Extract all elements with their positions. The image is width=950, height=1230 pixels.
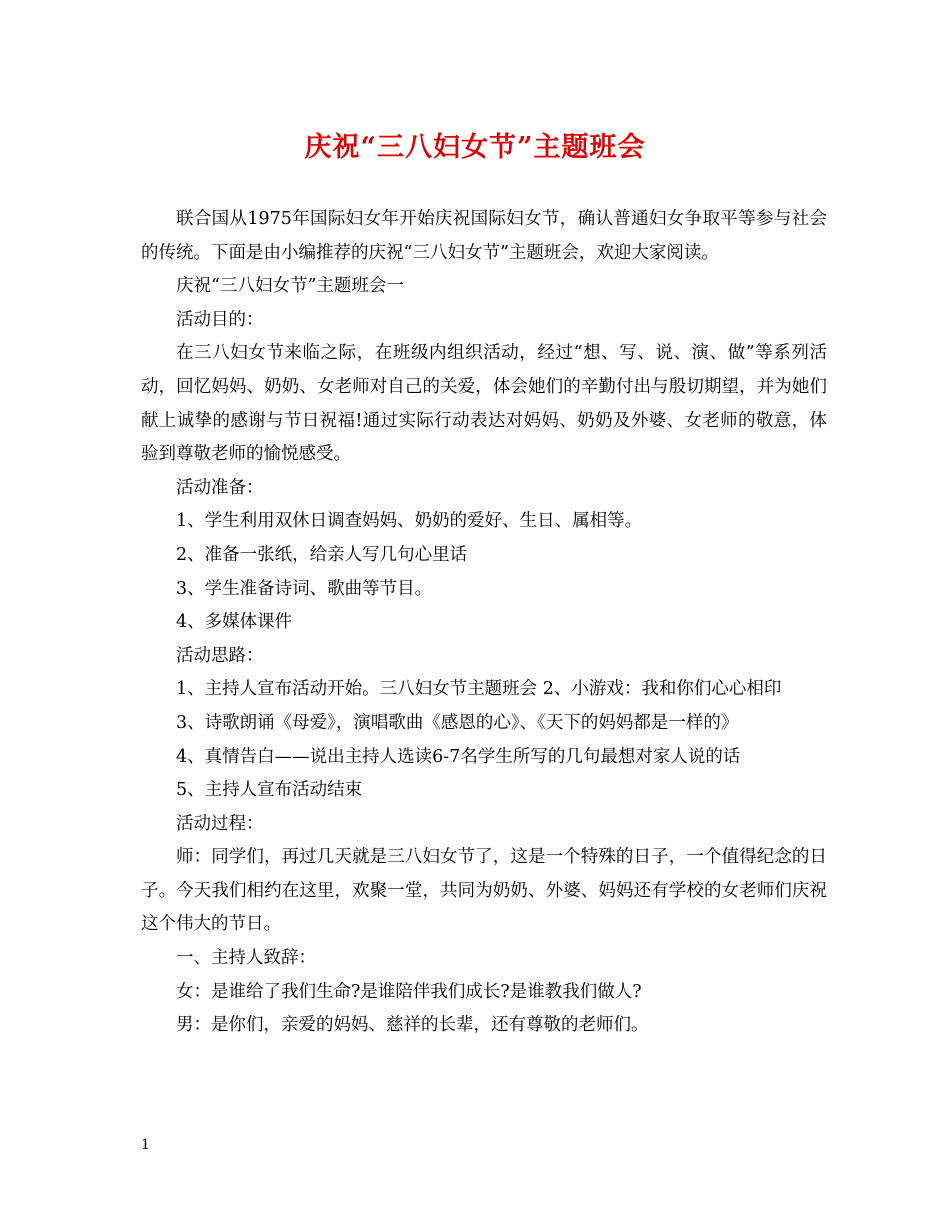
paragraph-idea-item-3: 3、诗歌朗诵《母爱》，演唱歌曲《感恩的心》、《天下的妈妈都是一样的》 xyxy=(176,712,739,733)
paragraph-idea-heading: 活动思路： xyxy=(176,645,264,666)
document-body xyxy=(141,203,827,1043)
paragraph-process-heading: 活动过程： xyxy=(176,813,264,834)
paragraph-male-host: 男：是你们，亲爱的妈妈、慈祥的长辈，还有尊敬的老师们。 xyxy=(176,1015,649,1036)
paragraph-idea-item-1: 1、主持人宣布活动开始。三八妇女节主题班会 2、小游戏：我和你们心心相印 xyxy=(176,679,782,700)
paragraph-teacher-speech: 师：同学们，再过几天就是三八妇女节了，这是一个特殊的日子，一个值得纪念的日子。今天我们相约在这里，欢聚一堂，共同为奶奶、外婆、妈妈还有学校的女老师们庆祝这个伟大的节日。 xyxy=(141,847,827,935)
paragraph-goal-heading: 活动目的： xyxy=(176,309,264,330)
paragraph-prep-item-1: 1、学生利用双休日调查妈妈、奶奶的爱好、生日、属相等。 xyxy=(176,511,643,532)
paragraph-idea-item-5: 5、主持人宣布活动结束 xyxy=(176,780,363,801)
paragraph-prep-item-3: 3、学生准备诗词、歌曲等节目。 xyxy=(176,578,433,599)
paragraph-intro: 联合国从1975年国际妇女年开始庆祝国际妇女节，确认普通妇女争取平等参与社会的传统。下面是由小编推荐的庆祝“三八妇女节”主题班会，欢迎大家阅读。 xyxy=(141,209,827,263)
paragraph-prep-item-2: 2、准备一张纸，给亲人写几句心里话 xyxy=(176,544,468,565)
paragraph-section-heading: 庆祝“三八妇女节”主题班会一 xyxy=(176,276,404,297)
paragraph-idea-item-4: 4、真情告白——说出主持人选读6-7名学生所写的几句最想对家人说的话 xyxy=(176,746,741,767)
paragraph-prep-item-4: 4、多媒体课件 xyxy=(176,612,293,633)
paragraph-goal-text: 在三八妇女节来临之际，在班级内组织活动，经过“想、写、说、演、做”等系列活动，回忆妈妈、奶奶、女老师对自己的关爱，体会她们的辛勤付出与殷切期望，并为她们献上诚挚的感谢与节日祝福!通过实际行动表达对妈妈、奶奶及外婆、女老师的敬意，体验到尊敬老师的愉悦感受。 xyxy=(141,343,827,465)
paragraph-female-host: 女：是谁给了我们生命?是谁陪伴我们成长?是谁教我们做人? xyxy=(176,981,642,1002)
page-number: 1 xyxy=(141,1137,150,1153)
paragraph-prep-heading: 活动准备： xyxy=(176,477,264,498)
document-title: 庆祝“三八妇女节”主题班会 xyxy=(304,132,646,163)
paragraph-host-heading: 一、主持人致辞： xyxy=(176,948,316,969)
